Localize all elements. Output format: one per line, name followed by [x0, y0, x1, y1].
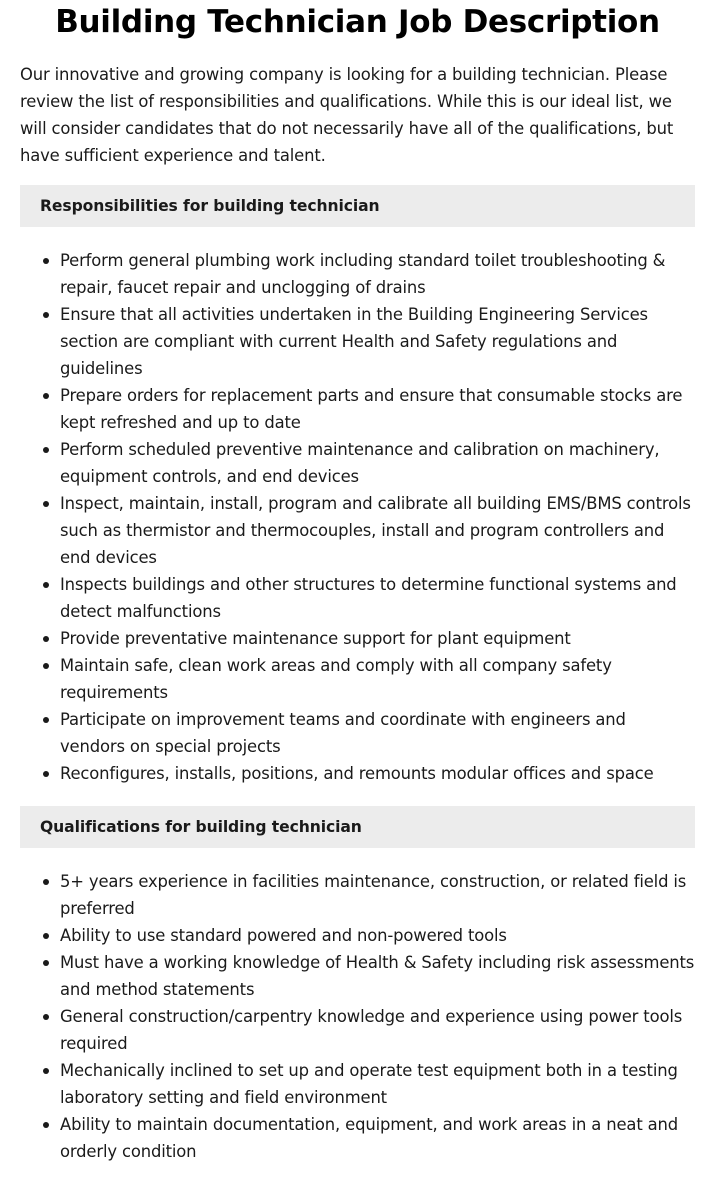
qualifications-heading: Qualifications for building technician — [20, 806, 695, 848]
list-item: Maintain safe, clean work areas and comply with all company safety requirements — [60, 652, 695, 706]
list-item: Provide preventative maintenance support for plant equipment — [60, 625, 695, 652]
list-item: Reconfigures, installs, positions, and remounts modular offices and space — [60, 760, 695, 787]
list-item: Prepare orders for replacement parts and ensure that consumable stocks are kept refreshed and up to date — [60, 382, 695, 436]
list-item: Perform general plumbing work including standard toilet troubleshooting & repair, faucet repair and unclogging of drains — [60, 247, 695, 301]
list-item: Perform scheduled preventive maintenance and calibration on machinery, equipment controls, and end devices — [60, 436, 695, 490]
list-item: Ensure that all activities undertaken in the Building Engineering Services section are compliant with current Health and Safety regulations and guidelines — [60, 301, 695, 382]
qualifications-list — [20, 868, 695, 1165]
list-item: Must have a working knowledge of Health & Safety including risk assessments and method statements — [60, 949, 695, 1003]
list-item: 5+ years experience in facilities maintenance, construction, or related field is preferred — [60, 868, 695, 922]
page-title: Building Technician Job Description — [55, 4, 660, 40]
list-item: Participate on improvement teams and coordinate with engineers and vendors on special projects — [60, 706, 695, 760]
list-item: General construction/carpentry knowledge and experience using power tools required — [60, 1003, 695, 1057]
list-item: Inspect, maintain, install, program and calibrate all building EMS/BMS controls such as thermistor and thermocouples, install and program controllers and end devices — [60, 490, 695, 571]
intro-paragraph: Our innovative and growing company is looking for a building technician. Please review the list of responsibilities and qualifications. While this is our ideal list, we will consider candidates that do not necessarily have all of the qualifications, but have sufficient experience and talent. — [20, 65, 674, 165]
list-item: Inspects buildings and other structures to determine functional systems and detect malfunctions — [60, 571, 695, 625]
responsibilities-heading: Responsibilities for building technician — [20, 185, 695, 227]
list-item: Ability to maintain documentation, equipment, and work areas in a neat and orderly condition — [60, 1111, 695, 1165]
responsibilities-list — [20, 247, 695, 787]
list-item: Ability to use standard powered and non-powered tools — [60, 922, 695, 949]
list-item: Mechanically inclined to set up and operate test equipment both in a testing laboratory setting and field environment — [60, 1057, 695, 1111]
